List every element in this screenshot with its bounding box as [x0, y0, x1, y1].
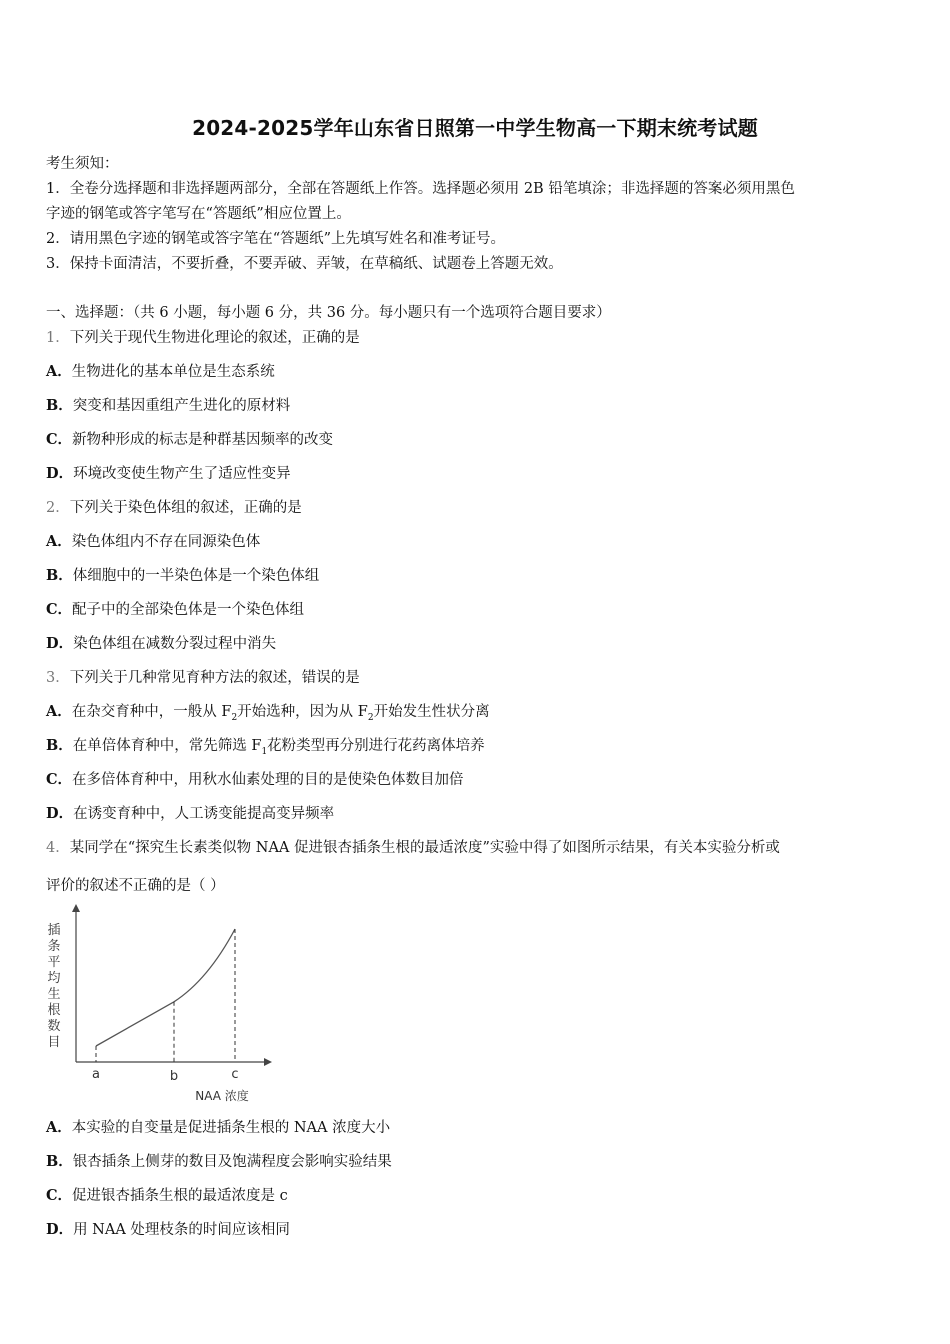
- q1-option-a: A．生物进化的基本单位是生态系统: [46, 363, 275, 380]
- question-number: 1．: [46, 330, 70, 346]
- y-label-char: 均: [47, 971, 61, 986]
- question-4: [46, 836, 780, 857]
- x-axis-label: NAA 浓度: [195, 1089, 249, 1103]
- y-axis-arrow: [72, 904, 80, 912]
- y-label-char: 插: [47, 923, 61, 938]
- y-label-char: 条: [47, 939, 61, 954]
- x-tick-label: c: [231, 1067, 239, 1082]
- x-axis-arrow: [264, 1058, 272, 1066]
- question-number: 2．: [46, 500, 70, 516]
- question-2: [46, 496, 302, 517]
- q2-option-c: C．配子中的全部染色体是一个染色体组: [46, 601, 305, 618]
- q3-option-b: B．在单倍体育种中，常先筛选 $F_1$花粉类型再分别进行花药离体培养: [46, 737, 485, 757]
- y-axis-label: [47, 922, 60, 1050]
- question-stem: 某同学在“探究生长素类似物 NAA 促进银杏插条生根的最适浓度”实验中得了如图所示结果，有关本实验分析或: [69, 840, 780, 856]
- section-heading: 一、选择题：（共 6 小题，每小题 6 分，共 36 分。每小题只有一个选项符合题目要求）: [46, 305, 611, 321]
- question-number: 3．: [46, 670, 70, 686]
- q4-option-c: C．促进银杏插条生根的最适浓度是 c: [46, 1187, 288, 1204]
- notice-line-3: 3．保持卡面清洁，不要折叠，不要弄破、弄皱，在草稿纸、试题卷上答题无效。: [46, 256, 563, 272]
- question-stem: 下列关于几种常见育种方法的叙述，错误的是: [69, 670, 360, 686]
- y-label-char: 根: [47, 1003, 61, 1018]
- question-1: [46, 326, 360, 347]
- x-tick-label: a: [92, 1067, 100, 1082]
- q4-option-a: A．本实验的自变量是促进插条生根的 NAA 浓度大小: [46, 1119, 391, 1136]
- notice-line-1: 1．全卷分选择题和非选择题两部分，全部在答题纸上作答。选择题必须用 2B 铅笔填涂；非选择题的答案必须用黑色: [46, 181, 795, 197]
- question-3: [46, 666, 360, 687]
- y-label-char: 数: [47, 1019, 61, 1034]
- response-curve: [96, 929, 235, 1046]
- q3-option-a: A．在杂交育种中，一般从 $F_2$开始选种，因为从 $F_2$开始发生性状分离: [46, 703, 490, 723]
- q1-option-b: B．突变和基因重组产生进化的原材料: [46, 397, 291, 414]
- q1-option-c: C．新物种形成的标志是种群基因频率的改变: [46, 431, 334, 448]
- naa-rooting-chart: [40, 902, 280, 1107]
- q2-option-d: D．染色体组在减数分裂过程中消失: [46, 635, 277, 652]
- q4-option-d: D．用 NAA 处理枝条的时间应该相同: [46, 1221, 290, 1238]
- question-stem: 下列关于现代生物进化理论的叙述，正确的是: [69, 330, 360, 346]
- q2-option-a: A．染色体组内不存在同源染色体: [46, 533, 261, 550]
- x-tick-label: b: [169, 1069, 179, 1084]
- question-number: 4．: [46, 840, 70, 856]
- question-4-cont: 评价的叙述不正确的是（ ）: [46, 878, 225, 894]
- y-label-char: 平: [47, 955, 61, 970]
- q4-option-b: B．银杏插条上侧芽的数目及饱满程度会影响实验结果: [46, 1153, 392, 1170]
- notice-line-1b: 字迹的钢笔或答字笔写在“答题纸”相应位置上。: [46, 206, 351, 222]
- page-title: 2024-2025学年山东省日照第一中学生物高一下期末统考试题: [192, 116, 758, 140]
- y-label-char: 生: [47, 987, 61, 1002]
- notice-header: 考生须知：: [46, 156, 119, 172]
- q2-option-b: B．体细胞中的一半染色体是一个染色体组: [46, 567, 320, 584]
- y-label-char: 目: [47, 1035, 61, 1050]
- question-stem: 下列关于染色体组的叙述，正确的是: [69, 500, 302, 516]
- notice-line-2: 2．请用黑色字迹的钢笔或答字笔在“答题纸”上先填写姓名和准考证号。: [46, 231, 506, 247]
- q1-option-d: D．环境改变使生物产生了适应性变异: [46, 465, 291, 482]
- q3-option-d: D．在诱变育种中，人工诱变能提高变异频率: [46, 805, 335, 822]
- q3-option-c: C．在多倍体育种中，用秋水仙素处理的目的是使染色体数目加倍: [46, 771, 464, 788]
